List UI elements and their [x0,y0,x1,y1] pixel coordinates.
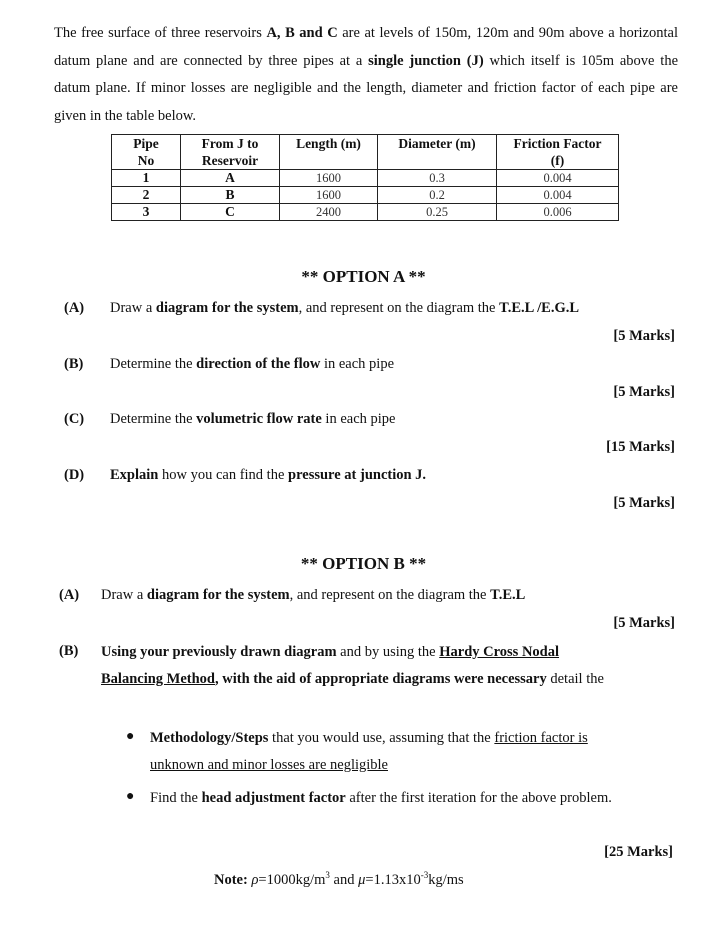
question-c-text: Determine the volumetric flow rate in each pipe [110,411,396,427]
cell: 1600 [280,187,378,204]
option-a-title: ** OPTION A ** [301,267,426,286]
note-line: Note: $\rho=1000kg/m^3$ and $\mu=1.13x10^{-3}kg/ms$ [214,870,464,888]
question-label: (A) [59,587,80,603]
cell: 0.004 [497,187,619,204]
cell: 1600 [280,170,378,187]
marks-label: [25 Marks] [604,844,673,860]
bullet-icon: ● [126,729,135,744]
pipe-data-table [111,134,619,221]
option-b-title: ** OPTION B ** [300,554,427,573]
cell: 1 [112,170,181,187]
header-length: Length (m) [280,135,378,170]
intro-text-1: The free surface of three reservoirs [54,25,267,41]
table-header-row [112,135,619,170]
cell: B [181,187,280,204]
cell: 0.3 [378,170,497,187]
marks-label: [5 Marks] [613,615,675,631]
bullet-head-adjustment: Find the head adjustment factor after the first iteration for the above problem. [150,790,612,806]
option-b-question-b-text: Using your previously drawn diagram and by using the Hardy Cross Nodal Balancing Method, with the aid of appropriate diagrams were necessary detail the [101,644,604,687]
question-label: (B) [64,356,84,372]
cell: A [181,170,280,187]
option-b-question-a-text: Draw a diagram for the system, and represent on the diagram the T.E.L [101,587,526,603]
question-d-text: Explain how you can find the pressure at junction J. [110,467,427,483]
marks-label: [5 Marks] [613,495,675,511]
intro-text-2: are at levels of 150m, 120m and 90m above a horizontal datum plane and are connected by three pipes at a [54,25,678,69]
question-label: (B) [59,643,79,659]
cell: 2400 [280,204,378,221]
cell: 0.2 [378,187,497,204]
marks-label: [5 Marks] [613,384,675,400]
marks-label: [5 Marks] [613,328,675,344]
bullet-icon: ● [126,789,135,804]
junction-term: single junction (J) [368,52,484,69]
hardy-cross-term: Hardy Cross Nodal [439,644,560,660]
cell: C [181,204,280,221]
marks-label: [15 Marks] [606,439,675,455]
question-b-text: Determine the direction of the flow in each pipe [110,356,395,372]
intro-text-3: which itself is 105m above the datum plane. If minor losses are negligible and the length, diameter and friction factor of each pipe are given in the table below. [54,52,679,124]
question-label: (C) [64,411,85,427]
table-row [112,187,619,204]
header-from-j: From J to Reservoir [181,135,280,170]
table-row [112,204,619,221]
reservoir-names: A, B and C [266,25,338,41]
question-label: (D) [64,467,85,483]
balancing-method-term: Balancing Method [101,671,215,687]
cell: 0.006 [497,204,619,221]
cell: 3 [112,204,181,221]
mu-symbol: μ [358,872,366,888]
rho-symbol: ρ [251,872,259,888]
question-label: (A) [64,300,85,316]
header-diameter: Diameter (m) [378,135,497,170]
note-label: Note: [214,872,252,888]
question-a-text: Draw a diagram for the system, and represent on the diagram the T.E.L /E.G.L [110,300,580,316]
cell: 0.25 [378,204,497,221]
problem-statement [54,20,678,130]
table-row [112,170,619,187]
bullet-methodology: Methodology/Steps that you would use, assuming that the friction factor is unknown and minor losses are negligible [150,730,588,773]
cell: 2 [112,187,181,204]
header-pipe-no: Pipe No [112,135,181,170]
cell: 0.004 [497,170,619,187]
header-friction: Friction Factor (f) [497,135,619,170]
